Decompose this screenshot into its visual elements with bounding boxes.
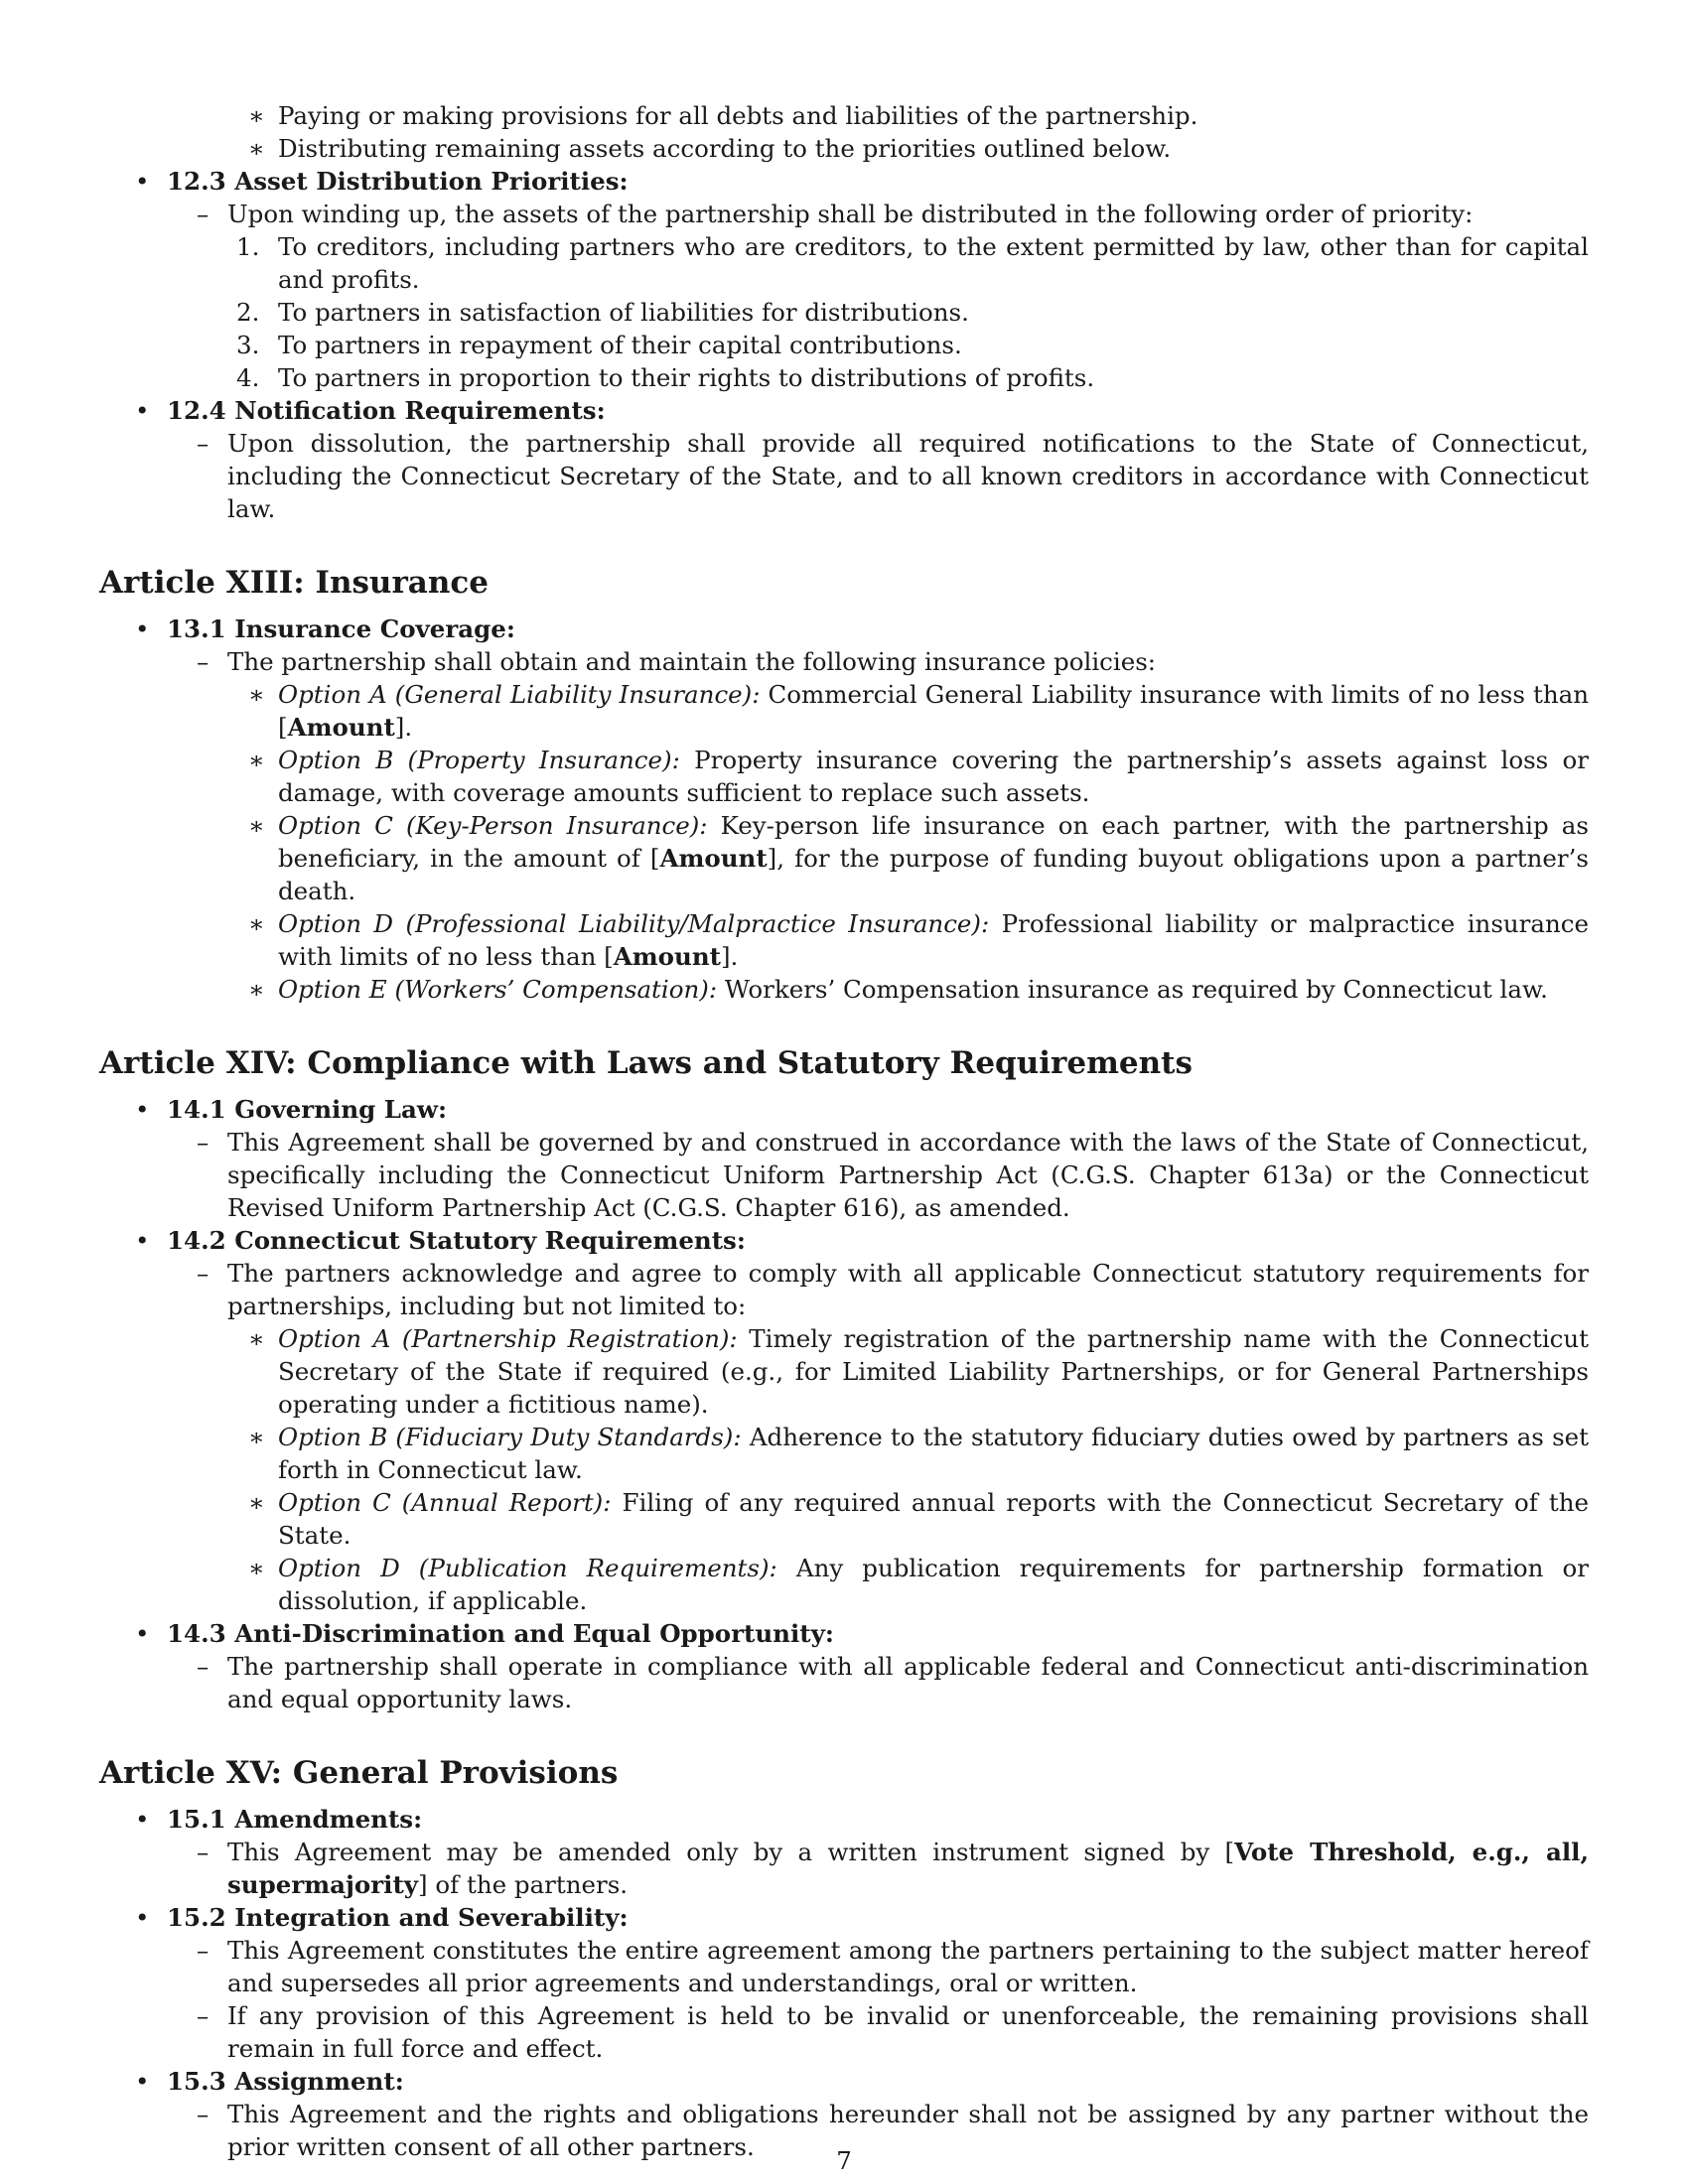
list-item: – This Agreement shall be governed by and construed in accordance with the laws of the State of Connecticut, specifically including the Connecticut Uniform Partnership Act (C.G.S. Chapter 613a) or the Connecticut Revised Uniform Partnership Act (C.G.S. Chapter 616), as amended.	[197, 1128, 1589, 1222]
bullet-marker: •	[135, 1805, 150, 1834]
placeholder-vote-threshold: Vote Threshold, e.g., all, supermajority	[227, 1838, 1589, 1899]
dash-marker: –	[197, 1128, 210, 1157]
numbered-item: 3. To partners in repayment of their capital contributions.	[236, 331, 962, 359]
dash-marker: –	[197, 1936, 210, 1965]
list-item: – This Agreement may be amended only by a written instrument signed by [Vote Threshold, e.g., all, supermajority] of the partners.	[197, 1838, 1589, 1899]
dash-marker: –	[197, 429, 210, 458]
bullet-marker: •	[135, 2067, 150, 2096]
bullet-marker: •	[135, 1903, 150, 1932]
star-marker: ∗	[248, 811, 265, 840]
dash-marker: –	[197, 2100, 210, 2128]
option-item: ∗ Option A (General Liability Insurance): Commercial General Liability insurance with limits of no less than [Amount].	[248, 680, 1589, 742]
section-heading: 15.3 Assignment:	[167, 2067, 404, 2096]
list-item: – Upon dissolution, the partnership shall provide all required notifications to the State of Connecticut, including the Connecticut Secretary of the State, and to all known creditors in accordance with Connecticut law.	[197, 429, 1589, 523]
option-item: ∗ Option B (Fiduciary Duty Standards): Adherence to the statutory fiduciary duties owed by partners as set forth in Connecticut law.	[248, 1423, 1589, 1484]
list-item: – The partners acknowledge and agree to comply with all applicable Connecticut statutory requirements for partnerships, including but not limited to:	[197, 1259, 1589, 1320]
list-item: – Upon winding up, the assets of the partnership shall be distributed in the following order of priority:	[197, 200, 1474, 228]
list-item: ∗ Distributing remaining assets according to the priorities outlined below.	[248, 134, 1172, 163]
section-heading: 14.3 Anti-Discrimination and Equal Opportunity:	[167, 1619, 834, 1648]
option-item: ∗ Option E (Workers’ Compensation): Workers’ Compensation insurance as required by Connecticut law.	[248, 975, 1548, 1004]
dash-marker: –	[197, 1652, 210, 1681]
list-item: – This Agreement and the rights and obligations hereunder shall not be assigned by any partner without the prior written consent of all other partners.	[197, 2100, 1589, 2161]
section-15-1	[99, 1803, 1589, 1836]
section-12-3	[99, 165, 1589, 198]
list-item: – The partnership shall obtain and maintain the following insurance policies:	[197, 647, 1157, 676]
section-heading: 13.1 Insurance Coverage:	[167, 614, 515, 643]
star-marker: ∗	[248, 975, 265, 1004]
dash-marker: –	[197, 647, 210, 676]
list-item: – If any provision of this Agreement is held to be invalid or unenforceable, the remaining provisions shall remain in full force and effect.	[197, 2001, 1589, 2063]
star-marker: ∗	[248, 1324, 265, 1353]
numbered-item: 2. To partners in satisfaction of liabilities for distributions.	[236, 298, 969, 327]
numbered-item: 1. To creditors, including partners who are creditors, to the extent permitted by law, other than for capital and profits.	[236, 232, 1589, 294]
star-marker: ∗	[248, 1423, 265, 1451]
section-12-4	[99, 394, 1589, 427]
placeholder-amount: Amount	[659, 844, 768, 873]
bullet-marker: •	[135, 396, 150, 425]
section-heading: 12.3 Asset Distribution Priorities:	[167, 167, 629, 196]
page-number: 7	[836, 2146, 852, 2175]
section-heading: 15.1 Amendments:	[167, 1805, 423, 1834]
list-item: – The partnership shall operate in compliance with all applicable federal and Connecticut anti-discrimination and equal opportunity laws.	[197, 1652, 1589, 1713]
section-15-2	[99, 1901, 1589, 1934]
option-item: ∗ Option C (Annual Report): Filing of any required annual reports with the Connecticut Secretary of the State.	[248, 1488, 1589, 1550]
star-marker: ∗	[248, 746, 265, 774]
document-content	[99, 99, 1589, 2163]
dash-marker: –	[197, 1838, 210, 1866]
star-marker: ∗	[248, 680, 265, 709]
numbered-item: 4. To partners in proportion to their rights to distributions of profits.	[236, 363, 1095, 392]
star-marker: ∗	[248, 1488, 265, 1517]
section-13-1	[99, 613, 1589, 645]
placeholder-amount: Amount	[613, 942, 721, 971]
star-marker: ∗	[248, 1554, 265, 1582]
article-title: Article XIV: Compliance with Laws and Statutory Requirements	[99, 1045, 1193, 1081]
dash-marker: –	[197, 1259, 210, 1288]
bullet-marker: •	[135, 1095, 150, 1124]
option-item: ∗ Option D (Professional Liability/Malpractice Insurance): Professional liability or malpractice insurance with limits of no less than [Amount].	[248, 909, 1589, 971]
dash-marker: –	[197, 2001, 210, 2030]
section-14-2	[99, 1224, 1589, 1257]
list-item: ∗ Paying or making provisions for all debts and liabilities of the partnership.	[248, 101, 1198, 130]
star-marker: ∗	[248, 134, 265, 163]
article-title: Article XIII: Insurance	[99, 565, 490, 601]
bullet-marker: •	[135, 167, 150, 196]
section-14-1	[99, 1093, 1589, 1126]
option-item: ∗ Option B (Property Insurance): Property insurance covering the partnership’s assets against loss or damage, with coverage amounts sufficient to replace such assets.	[248, 746, 1589, 807]
option-item: ∗ Option C (Key-Person Insurance): Key-person life insurance on each partner, with the partnership as beneficiary, in the amount of [Amount], for the purpose of funding buyout obligations upon a partner’s death.	[248, 811, 1589, 905]
bullet-marker: •	[135, 1619, 150, 1648]
section-heading: 14.1 Governing Law:	[167, 1095, 448, 1124]
dash-marker: –	[197, 200, 210, 228]
list-item: – This Agreement constitutes the entire agreement among the partners pertaining to the subject matter hereof and supersedes all prior agreements and understandings, oral or written.	[197, 1936, 1589, 1997]
section-14-3	[99, 1617, 1589, 1650]
section-heading: 14.2 Connecticut Statutory Requirements:	[167, 1226, 746, 1255]
star-marker: ∗	[248, 909, 265, 938]
section-heading: 12.4 Notification Requirements:	[167, 396, 606, 425]
section-heading: 15.2 Integration and Severability:	[167, 1903, 629, 1932]
placeholder-amount: Amount	[287, 713, 395, 742]
article-title: Article XV: General Provisions	[99, 1755, 619, 1791]
bullet-marker: •	[135, 1226, 150, 1255]
section-15-3	[99, 2065, 1589, 2098]
option-item: ∗ Option A (Partnership Registration): Timely registration of the partnership name with the Connecticut Secretary of the State if required (e.g., for Limited Liability Partnerships, or for General Partnerships operating under a fictitious name).	[248, 1324, 1590, 1419]
option-item: ∗ Option D (Publication Requirements): Any publication requirements for partnership formation or dissolution, if applicable.	[248, 1554, 1589, 1615]
star-marker: ∗	[248, 101, 265, 130]
bullet-marker: •	[135, 614, 150, 643]
